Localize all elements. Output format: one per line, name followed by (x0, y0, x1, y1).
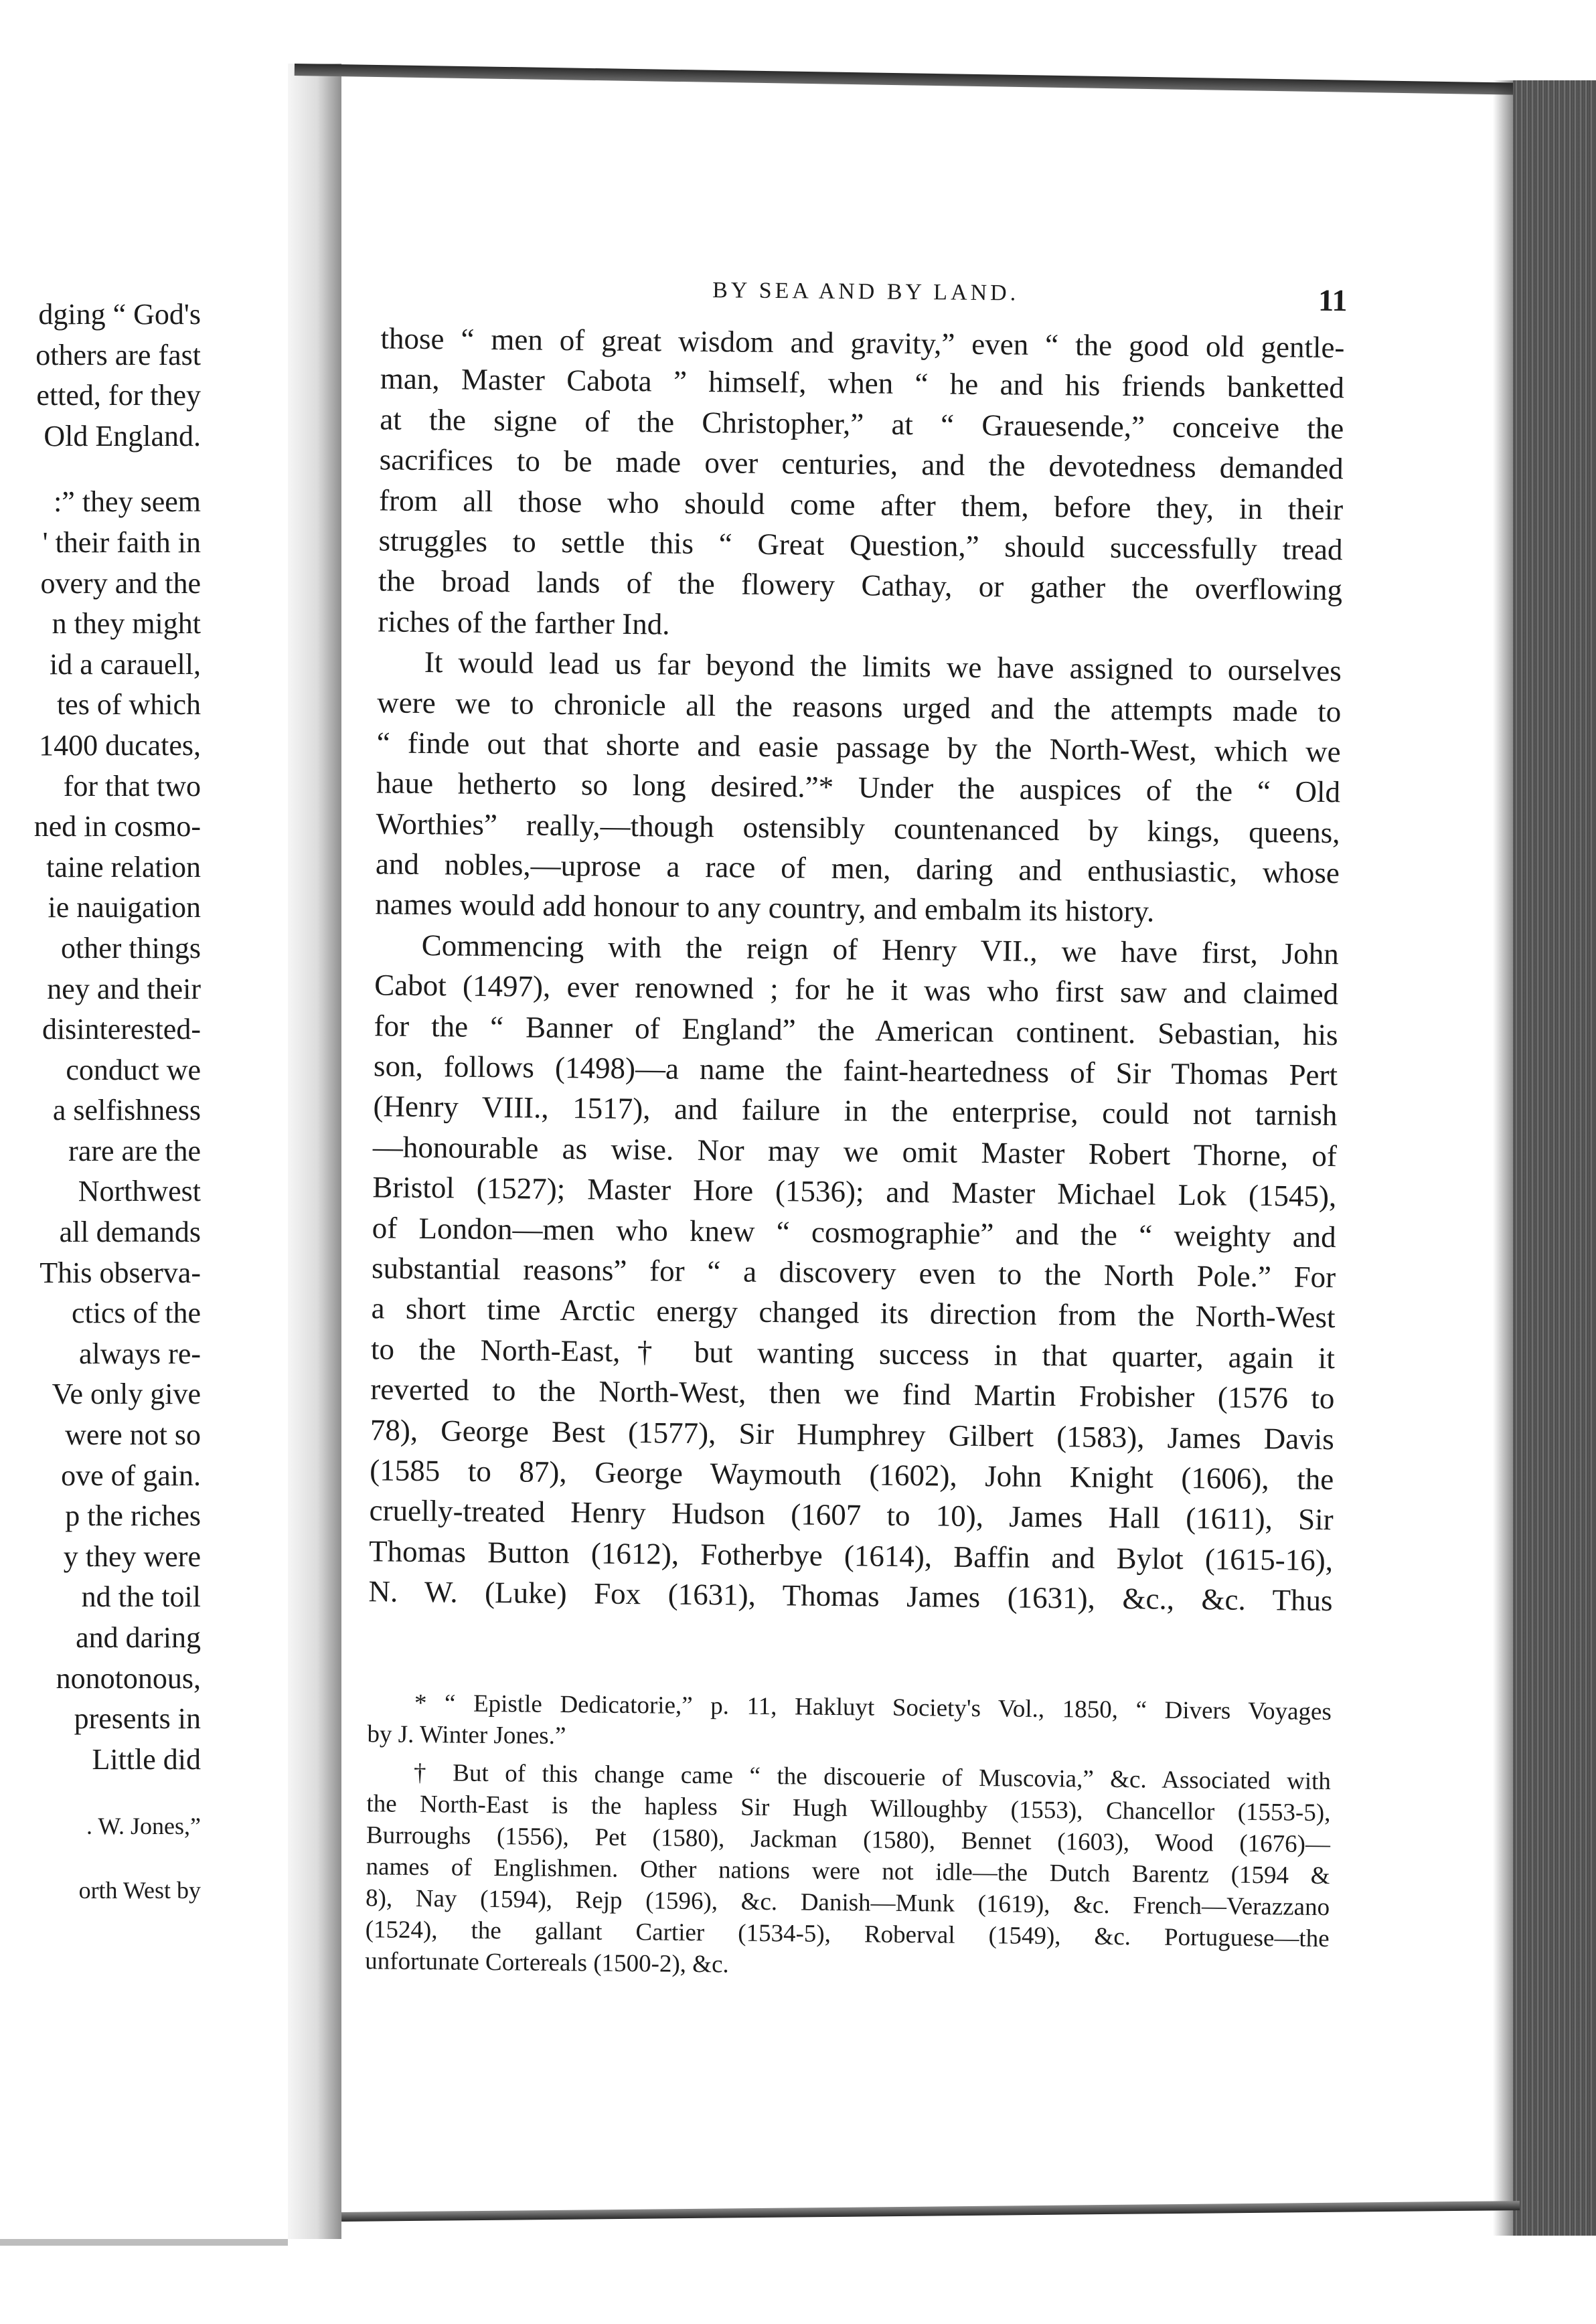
left-line: Little did (92, 1742, 201, 1776)
left-line: always re- (78, 1337, 201, 1370)
text-line: haue hetherto so long desired.”* Under the auspices of the “ Old (376, 766, 1341, 809)
paragraph (378, 318, 1345, 651)
left-line: were not so (65, 1418, 201, 1452)
page-number: 11 (1318, 282, 1348, 318)
footnote-line: by J. Winter Jones.” (367, 1720, 566, 1750)
left-line (0, 1845, 201, 1871)
text-line: (Henry VIII., 1517), and failure in the enterprise, could not tarnish (373, 1089, 1338, 1133)
left-line: ie nauigation (48, 891, 201, 924)
text-line: at the signe of the Christopher,” at “ Grauesende,” conceive the (380, 402, 1344, 445)
left-line: Old England. (44, 419, 201, 452)
text-line: the broad lands of the flowery Cathay, or gather the overflowing (378, 564, 1343, 607)
footnote (365, 1756, 1331, 1986)
text-line: names would add honour to any country, and embalm its history. (375, 887, 1155, 928)
left-line: others are fast (35, 338, 201, 371)
left-footnote-line: orth West by (78, 1877, 201, 1904)
left-line: other things (61, 931, 201, 965)
text-line: man, Master Cabota ” himself, when “ he and his friends banketted (380, 361, 1345, 405)
text-line: those “ men of great wisdom and gravity,” even “ the good old gentle- (380, 321, 1345, 365)
left-page-fragment (0, 295, 201, 1910)
left-line: ctics of the (71, 1297, 201, 1330)
text-line: Commencing with the reign of Henry VII., we have first, John (421, 928, 1339, 971)
left-line: and daring (76, 1621, 201, 1654)
left-line: :” they seem (54, 485, 201, 519)
left-line: n they might (52, 607, 201, 641)
text-line: from all those who should come after them, before they, in their (378, 483, 1344, 526)
left-line: nd the toil (81, 1580, 201, 1614)
paragraph (368, 924, 1339, 1621)
footnote-line: the North-East is the hapless Sir Hugh Willoughby (1553), Chancellor (1553-5), (366, 1790, 1331, 1827)
text-line: 78), George Best (1577), Sir Humphrey Gilbert (1583), James Davis (370, 1412, 1335, 1456)
left-footnote-line: . W. Jones,” (86, 1813, 201, 1840)
left-line: rare are the (68, 1134, 201, 1167)
text-line: sacrifices to be made over centuries, and the devotedness demanded (379, 442, 1344, 486)
text-line: —honourable as wise. Nor may we omit Master Robert Thorne, of (372, 1130, 1338, 1173)
left-line: ' their faith in (42, 525, 201, 559)
footnote-line: Burroughs (1556), Pet (1580), Jackman (1580), Bennet (1603), Wood (1676)— (366, 1821, 1331, 1859)
book-gutter (288, 64, 341, 2239)
running-head: BY SEA AND BY LAND. (712, 278, 1020, 306)
left-line: nonotonous, (56, 1661, 201, 1695)
left-line: Northwest (78, 1175, 201, 1208)
left-line: for that two (63, 769, 201, 803)
text-line: cruelly-treated Henry Hudson (1607 to 10), James Hall (1611), Sir (369, 1493, 1334, 1537)
text-line: N. W. (Luke) Fox (1631), Thomas James (1631), &c., &c. Thus (368, 1574, 1333, 1618)
left-page-bottom-edge (0, 2239, 288, 2246)
footnote-line: † But of this change came “ the discouerie of Muscovia,” &c. Associated with (413, 1758, 1332, 1796)
left-line: ney and their (47, 972, 201, 1005)
text-line: Cabot (1497), ever renowned ; for he it was who first saw and claimed (374, 968, 1339, 1011)
left-line: disinterested- (42, 1013, 201, 1046)
text-line: (1585 to 87), George Waymouth (1602), John Knight (1606), the (370, 1453, 1334, 1497)
footnote-line: unfortunate Cortereals (1500-2), &c. (365, 1947, 729, 1979)
text-line: reverted to the North-West, then we find Martin Frobisher (1576 to (370, 1372, 1335, 1416)
text-line: to the North-East,† but wanting success in that quarter, again it (370, 1332, 1336, 1375)
text-line: Worthies” really,—though ostensibly countenanced by kings, queens, (376, 807, 1340, 849)
text-line: Thomas Button (1612), Fotherbye (1614), Baffin and Bylot (1615-16), (368, 1534, 1334, 1577)
left-line: id a carauell, (50, 647, 201, 681)
left-line: y they were (63, 1540, 201, 1573)
left-line: ove of gain. (61, 1459, 201, 1492)
left-line: presents in (74, 1702, 201, 1736)
text-line: son, follows (1498)—a name the faint-heartedness of Sir Thomas Pert (373, 1049, 1338, 1092)
left-line: etted, for they (36, 379, 201, 412)
text-line: substantial reasons” for “ a discovery even to the North Pole.” For (371, 1251, 1336, 1295)
footnotes (365, 1687, 1332, 1986)
text-line: of London—men who knew “ cosmographie” and the “ weighty and (372, 1210, 1336, 1254)
body-text (368, 318, 1344, 1621)
paragraph (375, 641, 1342, 934)
left-line: p the riches (65, 1499, 201, 1533)
footnote-line: (1524), the gallant Cartier (1534-5), Roberval (1549), &c. Portuguese—the (365, 1916, 1330, 1953)
left-line: ned in cosmo- (33, 810, 201, 843)
left-line: This observa- (39, 1256, 201, 1289)
text-line: were we to chronicle all the reasons urged and the attempts made to (377, 685, 1342, 728)
text-line: for the “ Banner of England” the American continent. Sebastian, his (374, 1008, 1338, 1052)
left-line (0, 1780, 201, 1807)
book-page (336, 234, 1500, 2213)
left-line: dging “ God's (38, 298, 201, 331)
text-line: struggles to settle this “ Great Question,” should successfully tread (378, 523, 1343, 567)
footnote-line: names of Englishmen. Other nations were not idle—the Dutch Barentz (1594 & (366, 1853, 1330, 1890)
footnote (367, 1687, 1332, 1759)
text-line: and nobles,—uprose a race of men, daring and enthusiastic, whose (375, 847, 1340, 890)
page-stack-edge (1513, 80, 1596, 2236)
footnote-line: * “ Epistle Dedicatorie,” p. 11, Hakluyt Society's Vol., 1850, “ Divers Voyages (414, 1689, 1332, 1726)
left-line: all demands (59, 1216, 201, 1249)
left-line: Ve only give (52, 1378, 201, 1411)
text-line: a short time Arctic energy changed its direction from the North-West (371, 1291, 1336, 1335)
text-line: “ finde out that shorte and easie passage by the North-West, which we (376, 726, 1341, 769)
left-line: conduct we (66, 1053, 201, 1086)
left-line (0, 456, 201, 482)
left-line: 1400 ducates, (39, 728, 201, 762)
text-line: Bristol (1527); Master Hore (1536); and Master Michael Lok (1545), (372, 1170, 1337, 1214)
text-line: riches of the farther Ind. (378, 604, 670, 641)
left-line: tes of which (56, 688, 201, 722)
left-line: a selfishness (52, 1094, 201, 1127)
left-line: taine relation (46, 850, 201, 884)
text-line: It would lead us far beyond the limits we have assigned to ourselves (424, 645, 1342, 688)
left-line: overy and the (40, 566, 201, 600)
footnote-line: 8), Nay (1594), Rejp (1596), &c. Danish—Munk (1619), &c. French—Verazzano (365, 1884, 1330, 1922)
